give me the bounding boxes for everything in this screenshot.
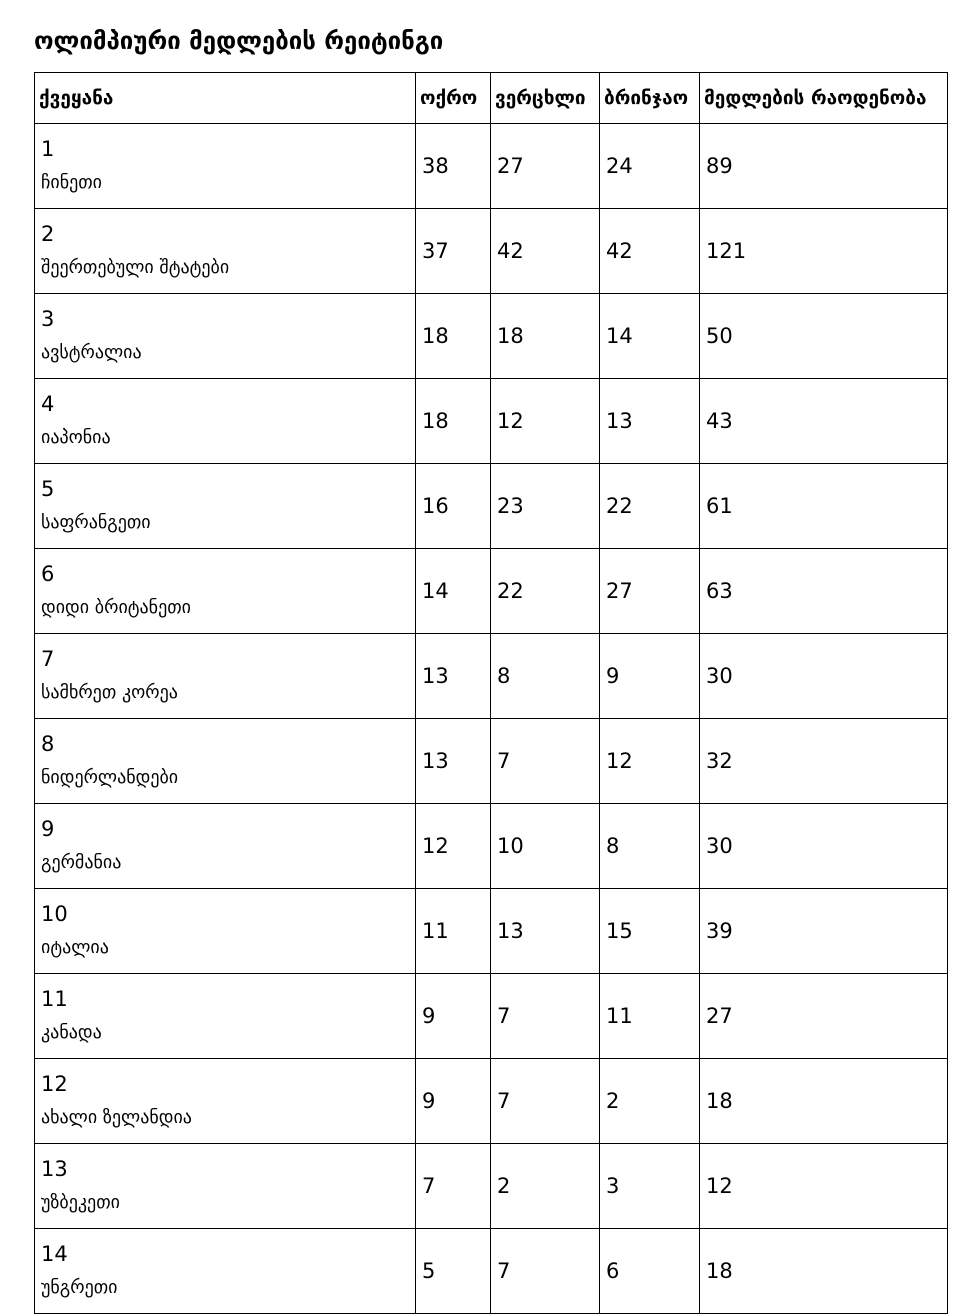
country-name: ნიდერლანდები — [41, 767, 179, 788]
silver-count-cell: 12 — [491, 379, 600, 464]
rank-number: 11 — [41, 987, 68, 1011]
silver-count-cell: 42 — [491, 209, 600, 294]
total-count-cell: 121 — [700, 209, 948, 294]
rank-number: 7 — [41, 647, 55, 671]
country-name: გერმანია — [41, 852, 122, 873]
rank-number: 5 — [41, 477, 55, 501]
rank-number: 2 — [41, 222, 55, 246]
country-name: უნგრეთი — [41, 1277, 118, 1298]
total-count-cell: 89 — [700, 124, 948, 209]
gold-count-cell: 5 — [416, 1229, 491, 1314]
country-cell — [35, 124, 416, 209]
bronze-count-cell: 6 — [600, 1229, 700, 1314]
gold-count-cell: 37 — [416, 209, 491, 294]
country-cell — [35, 719, 416, 804]
total-count-cell: 12 — [700, 1144, 948, 1229]
rank-number: 3 — [41, 307, 55, 331]
total-count-cell: 50 — [700, 294, 948, 379]
silver-count-cell: 2 — [491, 1144, 600, 1229]
header-row — [35, 73, 948, 124]
table-row — [35, 1059, 948, 1144]
country-name: კანადა — [41, 1022, 102, 1043]
total-count-cell: 32 — [700, 719, 948, 804]
country-cell — [35, 549, 416, 634]
rank-number: 13 — [41, 1157, 68, 1181]
silver-count-cell: 23 — [491, 464, 600, 549]
country-name: შეერთებული შტატები — [41, 257, 230, 278]
header-gold: ოქრო — [416, 73, 491, 124]
silver-count-cell: 18 — [491, 294, 600, 379]
total-count-cell: 63 — [700, 549, 948, 634]
gold-count-cell: 18 — [416, 379, 491, 464]
country-cell — [35, 379, 416, 464]
total-count-cell: 30 — [700, 804, 948, 889]
bronze-count-cell: 15 — [600, 889, 700, 974]
bronze-count-cell: 2 — [600, 1059, 700, 1144]
table-row — [35, 719, 948, 804]
rank-number: 4 — [41, 392, 55, 416]
table-row — [35, 1144, 948, 1229]
page-title: ოლიმპიური მედლების რეიტინგი — [34, 27, 444, 55]
rank-number: 9 — [41, 817, 55, 841]
country-cell — [35, 974, 416, 1059]
country-name: იაპონია — [41, 427, 111, 448]
gold-count-cell: 9 — [416, 974, 491, 1059]
silver-count-cell: 7 — [491, 719, 600, 804]
silver-count-cell: 22 — [491, 549, 600, 634]
country-name: უზბეკეთი — [41, 1192, 120, 1213]
gold-count-cell: 13 — [416, 634, 491, 719]
table-row — [35, 209, 948, 294]
table-row — [35, 294, 948, 379]
gold-count-cell: 38 — [416, 124, 491, 209]
table-row — [35, 804, 948, 889]
bronze-count-cell: 9 — [600, 634, 700, 719]
total-count-cell: 27 — [700, 974, 948, 1059]
header-total: მედლების რაოდენობა — [700, 73, 948, 124]
country-cell — [35, 209, 416, 294]
country-cell — [35, 804, 416, 889]
rank-number: 12 — [41, 1072, 68, 1096]
country-cell — [35, 1059, 416, 1144]
rank-number: 14 — [41, 1242, 68, 1266]
gold-count-cell: 7 — [416, 1144, 491, 1229]
medal-table — [34, 72, 948, 1314]
silver-count-cell: 8 — [491, 634, 600, 719]
bronze-count-cell: 11 — [600, 974, 700, 1059]
table-row — [35, 124, 948, 209]
bronze-count-cell: 12 — [600, 719, 700, 804]
rank-number: 1 — [41, 137, 55, 161]
gold-count-cell: 11 — [416, 889, 491, 974]
header-silver: ვერცხლი — [491, 73, 600, 124]
country-name: ჩინეთი — [41, 172, 102, 193]
country-cell — [35, 889, 416, 974]
total-count-cell: 43 — [700, 379, 948, 464]
rank-number: 8 — [41, 732, 55, 756]
table-body — [35, 124, 948, 1314]
bronze-count-cell: 24 — [600, 124, 700, 209]
bronze-count-cell: 27 — [600, 549, 700, 634]
country-cell — [35, 294, 416, 379]
country-name: სამხრეთ კორეა — [41, 682, 178, 703]
country-name: იტალია — [41, 937, 109, 958]
country-cell — [35, 1229, 416, 1314]
country-name: დიდი ბრიტანეთი — [41, 597, 191, 618]
total-count-cell: 18 — [700, 1059, 948, 1144]
silver-count-cell: 13 — [491, 889, 600, 974]
silver-count-cell: 7 — [491, 1229, 600, 1314]
country-name: ახალი ზელანდია — [41, 1107, 192, 1128]
bronze-count-cell: 8 — [600, 804, 700, 889]
gold-count-cell: 9 — [416, 1059, 491, 1144]
table-row — [35, 634, 948, 719]
total-count-cell: 30 — [700, 634, 948, 719]
total-count-cell: 61 — [700, 464, 948, 549]
table-row — [35, 379, 948, 464]
header-bronze: ბრინჯაო — [600, 73, 700, 124]
bronze-count-cell: 13 — [600, 379, 700, 464]
country-cell — [35, 1144, 416, 1229]
country-cell — [35, 464, 416, 549]
silver-count-cell: 7 — [491, 1059, 600, 1144]
country-name: ავსტრალია — [41, 342, 142, 363]
total-count-cell: 39 — [700, 889, 948, 974]
bronze-count-cell: 42 — [600, 209, 700, 294]
silver-count-cell: 27 — [491, 124, 600, 209]
total-count-cell: 18 — [700, 1229, 948, 1314]
country-name: საფრანგეთი — [41, 512, 151, 533]
bronze-count-cell: 3 — [600, 1144, 700, 1229]
bronze-count-cell: 14 — [600, 294, 700, 379]
table-row — [35, 464, 948, 549]
silver-count-cell: 10 — [491, 804, 600, 889]
gold-count-cell: 16 — [416, 464, 491, 549]
table-row — [35, 974, 948, 1059]
header-country: ქვეყანა — [35, 73, 416, 124]
table-row — [35, 889, 948, 974]
gold-count-cell: 14 — [416, 549, 491, 634]
rank-number: 10 — [41, 902, 68, 926]
gold-count-cell: 13 — [416, 719, 491, 804]
silver-count-cell: 7 — [491, 974, 600, 1059]
bronze-count-cell: 22 — [600, 464, 700, 549]
gold-count-cell: 18 — [416, 294, 491, 379]
country-cell — [35, 634, 416, 719]
table-row — [35, 1229, 948, 1314]
table-row — [35, 549, 948, 634]
gold-count-cell: 12 — [416, 804, 491, 889]
rank-number: 6 — [41, 562, 55, 586]
